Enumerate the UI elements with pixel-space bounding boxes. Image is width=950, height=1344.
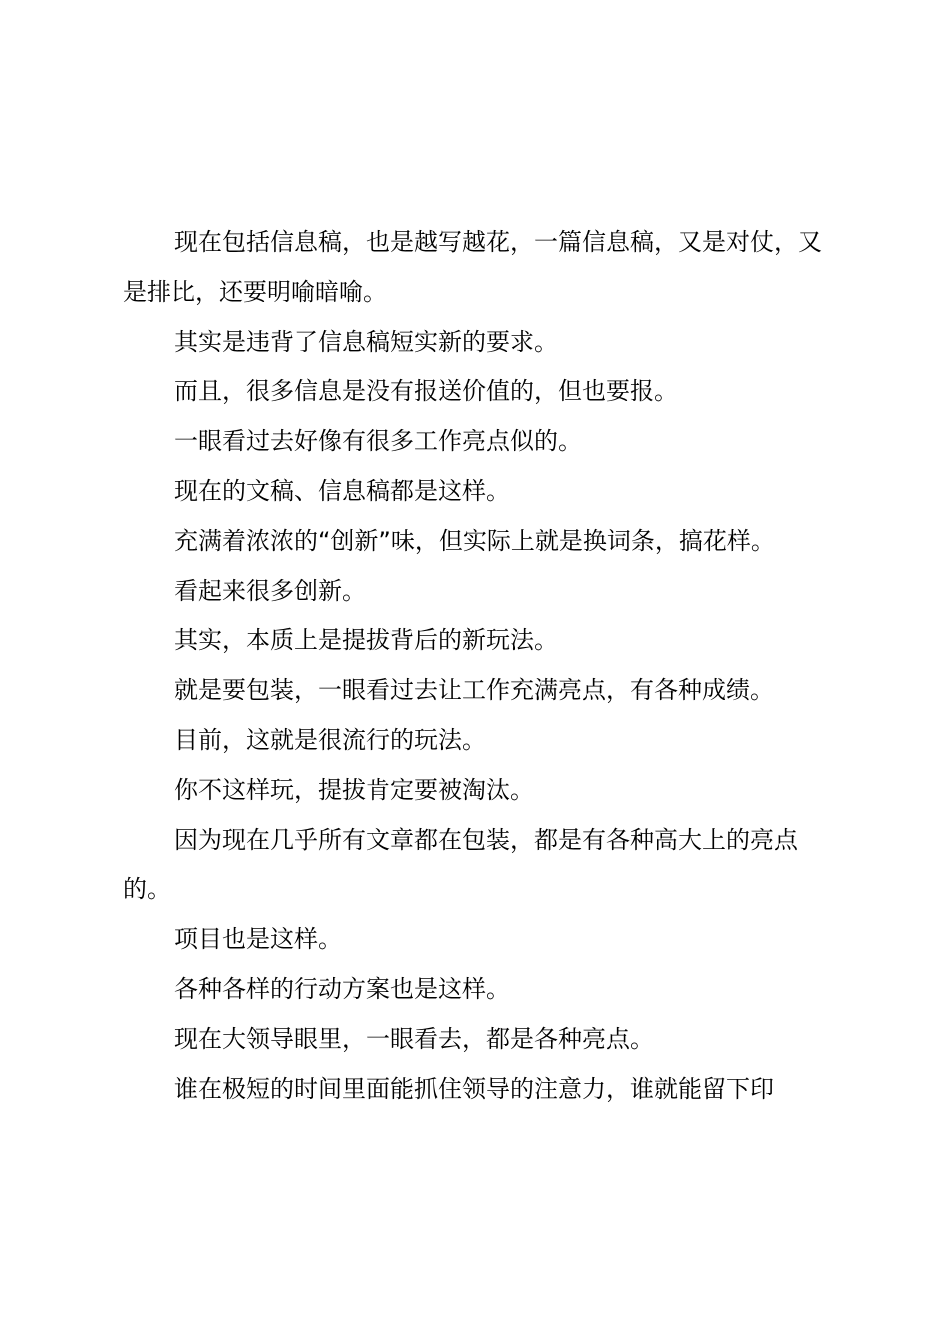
- paragraph-7: 看起来很多创新。: [174, 576, 366, 605]
- document-body: [123, 218, 835, 1114]
- paragraph-15: 现在大领导眼里，一眼看去，都是各种亮点。: [174, 1024, 654, 1053]
- paragraph-2: 其实是违背了信息稿短实新的要求。: [174, 327, 558, 356]
- paragraph-12: 因为现在几乎所有文章都在包装，都是有各种高大上的亮点的。: [123, 825, 798, 904]
- paragraph-10: 目前，这就是很流行的玩法。: [174, 725, 486, 754]
- paragraph-11: 你不这样玩，提拔肯定要被淘汰。: [174, 775, 534, 804]
- paragraph-9: 就是要包装，一眼看过去让工作充满亮点，有各种成绩。: [174, 676, 774, 705]
- paragraph-4: 一眼看过去好像有很多工作亮点似的。: [174, 427, 582, 456]
- paragraph-6: 充满着浓浓的“创新”味，但实际上就是换词条，搞花样。: [174, 526, 775, 555]
- paragraph-14: 各种各样的行动方案也是这样。: [174, 974, 510, 1003]
- paragraph-1: 现在包括信息稿，也是越写越花，一篇信息稿，又是对仗，又是排比，还要明喻暗喻。: [123, 228, 822, 306]
- paragraph-16: 谁在极短的时间里面能抓住领导的注意力，谁就能留下印: [174, 1074, 774, 1103]
- paragraph-13: 项目也是这样。: [174, 925, 342, 954]
- paragraph-5: 现在的文稿、信息稿都是这样。: [174, 476, 510, 505]
- paragraph-8: 其实，本质上是提拔背后的新玩法。: [174, 626, 558, 655]
- paragraph-3: 而且，很多信息是没有报送价值的，但也要报。: [174, 377, 678, 406]
